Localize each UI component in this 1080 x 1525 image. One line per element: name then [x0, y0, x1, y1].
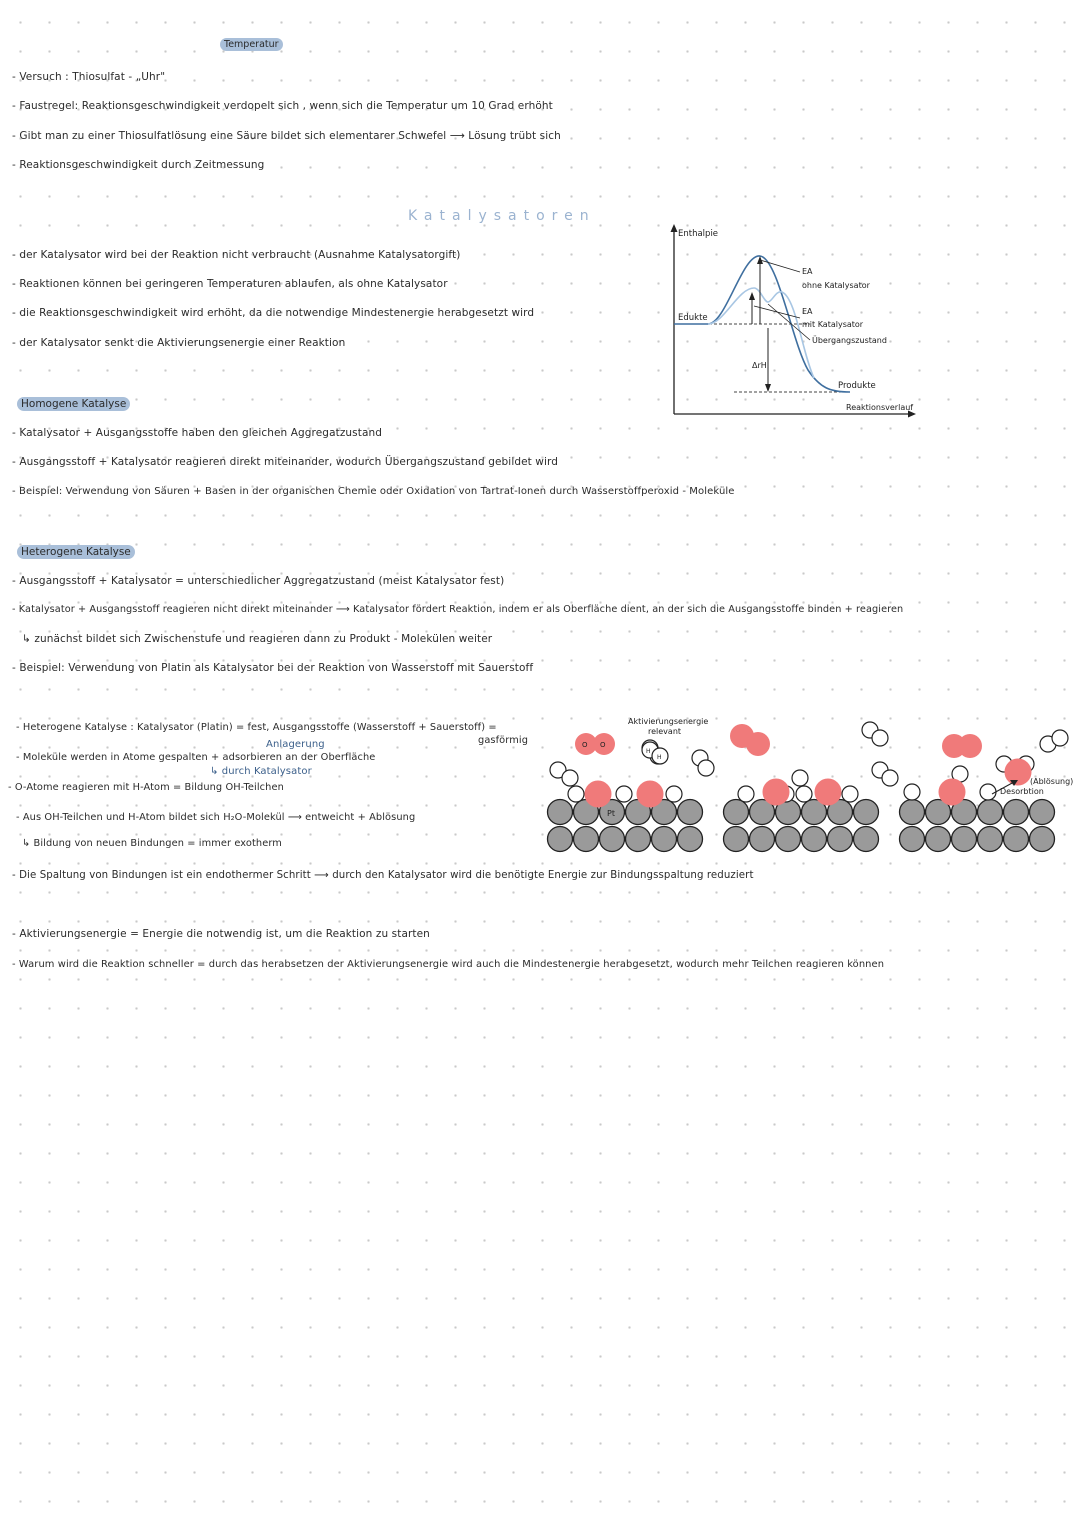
h-label-1: H — [646, 748, 651, 755]
platinum-slab-2 — [724, 800, 879, 852]
katalysatoren-title: Katalysatoren — [408, 208, 596, 224]
h-label-2: H — [657, 754, 662, 761]
uebergang-label: Übergangszustand — [812, 336, 887, 345]
katalysatoren-line-1: - der Katalysator wird bei der Reaktion nicht verbraucht (Ausnahme Katalysatorgift) — [12, 249, 461, 261]
edukte-label: Edukte — [678, 313, 708, 323]
katalysatoren-line-2: - Reaktionen können bei geringeren Temperaturen ablaufen, als ohne Katalysator — [12, 278, 448, 290]
temperatur-line-1: - Versuch : Thiosulfat - „Uhr" — [12, 71, 166, 83]
heterogene-line-2: - Katalysator + Ausgangsstoff reagieren nicht direkt miteinander ⟶ Katalysator fördert Reaktion, indem er als Oberfläche dient, an der sich die Ausgangsstoffe binden + reagieren — [12, 604, 904, 615]
heterogene-line-1: - Ausgangsstoff + Katalysator = unterschiedlicher Aggregatzustand (meist Katalysator fest) — [12, 575, 505, 587]
produkte-label: Produkte — [838, 381, 876, 391]
mechanism-line-4: - Aus OH-Teilchen und H-Atom bildet sich H₂O-Molekül ⟶ entweicht + Ablösung — [16, 812, 416, 823]
x-axis-label: Reaktionsverlauf — [846, 403, 914, 412]
ablosung-label: (Ablösung) — [1030, 777, 1074, 786]
aktivierung-label-2: relevant — [648, 727, 682, 736]
energy-diagram — [660, 222, 925, 422]
homogene-line-2: - Ausgangsstoff + Katalysator reagieren direkt miteinander, wodurch Übergangszustand gebildet wird — [12, 456, 559, 468]
heterogene-line-3: ↳ zunächst bildet sich Zwischenstufe und reagieren dann zu Produkt - Molekülen weiter — [22, 633, 493, 645]
mechanism-line-1b: gasförmig — [478, 735, 529, 746]
temperatur-line-4: - Reaktionsgeschwindigkeit durch Zeitmessung — [12, 159, 265, 171]
o-label-2: O — [600, 741, 606, 749]
temperatur-line-2: - Faustregel: Reaktionsgeschwindigkeit verdopelt sich , wenn sich die Temperatur um 10 Grad erhöht — [12, 100, 553, 112]
platinum-slab-1 — [548, 800, 703, 852]
ea-ohne-label: ohne Katalysator — [802, 281, 870, 290]
durch-katalysator-note: ↳ durch Katalysator — [210, 766, 312, 777]
mechanism-line-2: - Moleküle werden in Atome gespalten + adsorbieren an der Oberfläche — [16, 752, 376, 763]
homogene-line-1: - Katalysator + Ausgangsstoffe haben den gleichen Aggregatzustand — [12, 427, 383, 439]
temperatur-line-3: - Gibt man zu einer Thiosulfatlösung eine Säure bildet sich elementarer Schwefel ⟶ Lösung trübt sich — [12, 130, 561, 142]
surface-diagram — [540, 708, 1080, 858]
o-label-1: O — [582, 741, 588, 749]
homogene-line-3: - Beispiel: Verwendung von Säuren + Basen in der organischen Chemie oder Oxidation von Tartrat-Ionen durch Wasserstoffperoxid - Moleküle — [12, 486, 735, 497]
aktivierung-definition: - Aktivierungsenergie = Energie die notwendig ist, um die Reaktion zu starten — [12, 928, 430, 940]
anlagerung-note: Anlagerung — [266, 739, 325, 750]
y-axis-label: Enthalpie — [678, 229, 719, 239]
mechanism-line-1: - Heterogene Katalyse : Katalysator (Platin) = fest, Ausgangsstoffe (Wasserstoff + Sauerstoff) = — [16, 722, 497, 733]
temperatur-heading: Temperatur — [220, 38, 283, 51]
platinum-slab-3 — [900, 800, 1055, 852]
katalysatoren-line-3: - die Reaktionsgeschwindigkeit wird erhöht, da die notwendige Mindestenergie herabgesetzt wird — [12, 307, 535, 319]
heterogene-heading: Heterogene Katalyse — [17, 545, 135, 559]
desorption-label: Desorbtion — [1000, 787, 1044, 796]
ea-ohne-symbol: EA — [802, 267, 813, 276]
ea-mit-symbol: EA — [802, 307, 813, 316]
aktivierung-label-1: Aktivierungsenergie — [628, 717, 709, 726]
heterogene-line-4: - Beispiel: Verwendung von Platin als Katalysator bei der Reaktion von Wasserstoff mit Sauerstoff — [12, 662, 534, 674]
pt-label: Pt — [607, 809, 615, 818]
ea-mit-label: mit Katalysator — [802, 320, 864, 329]
mechanism-line-5: ↳ Bildung von neuen Bindungen = immer exotherm — [22, 838, 282, 849]
delta-h-label: ΔrH — [752, 361, 767, 370]
homogene-heading: Homogene Katalyse — [17, 397, 130, 411]
mechanism-line-3: - O-Atome reagieren mit H-Atom = Bildung OH-Teilchen — [8, 782, 284, 793]
y-axis-arrow — [671, 224, 678, 232]
warum-line: - Warum wird die Reaktion schneller = durch das herabsetzen der Aktivierungsenergie wird auch die Mindestenergie herabgesetzt, wodurch mehr Teilchen reagieren können — [12, 959, 885, 970]
katalysatoren-line-4: - der Katalysator senkt die Aktivierungsenergie einer Reaktion — [12, 337, 346, 349]
spaltung-line: - Die Spaltung von Bindungen ist ein endothermer Schritt ⟶ durch den Katalysator wird die benötigte Energie zur Bindungsspaltung reduziert — [12, 870, 754, 881]
